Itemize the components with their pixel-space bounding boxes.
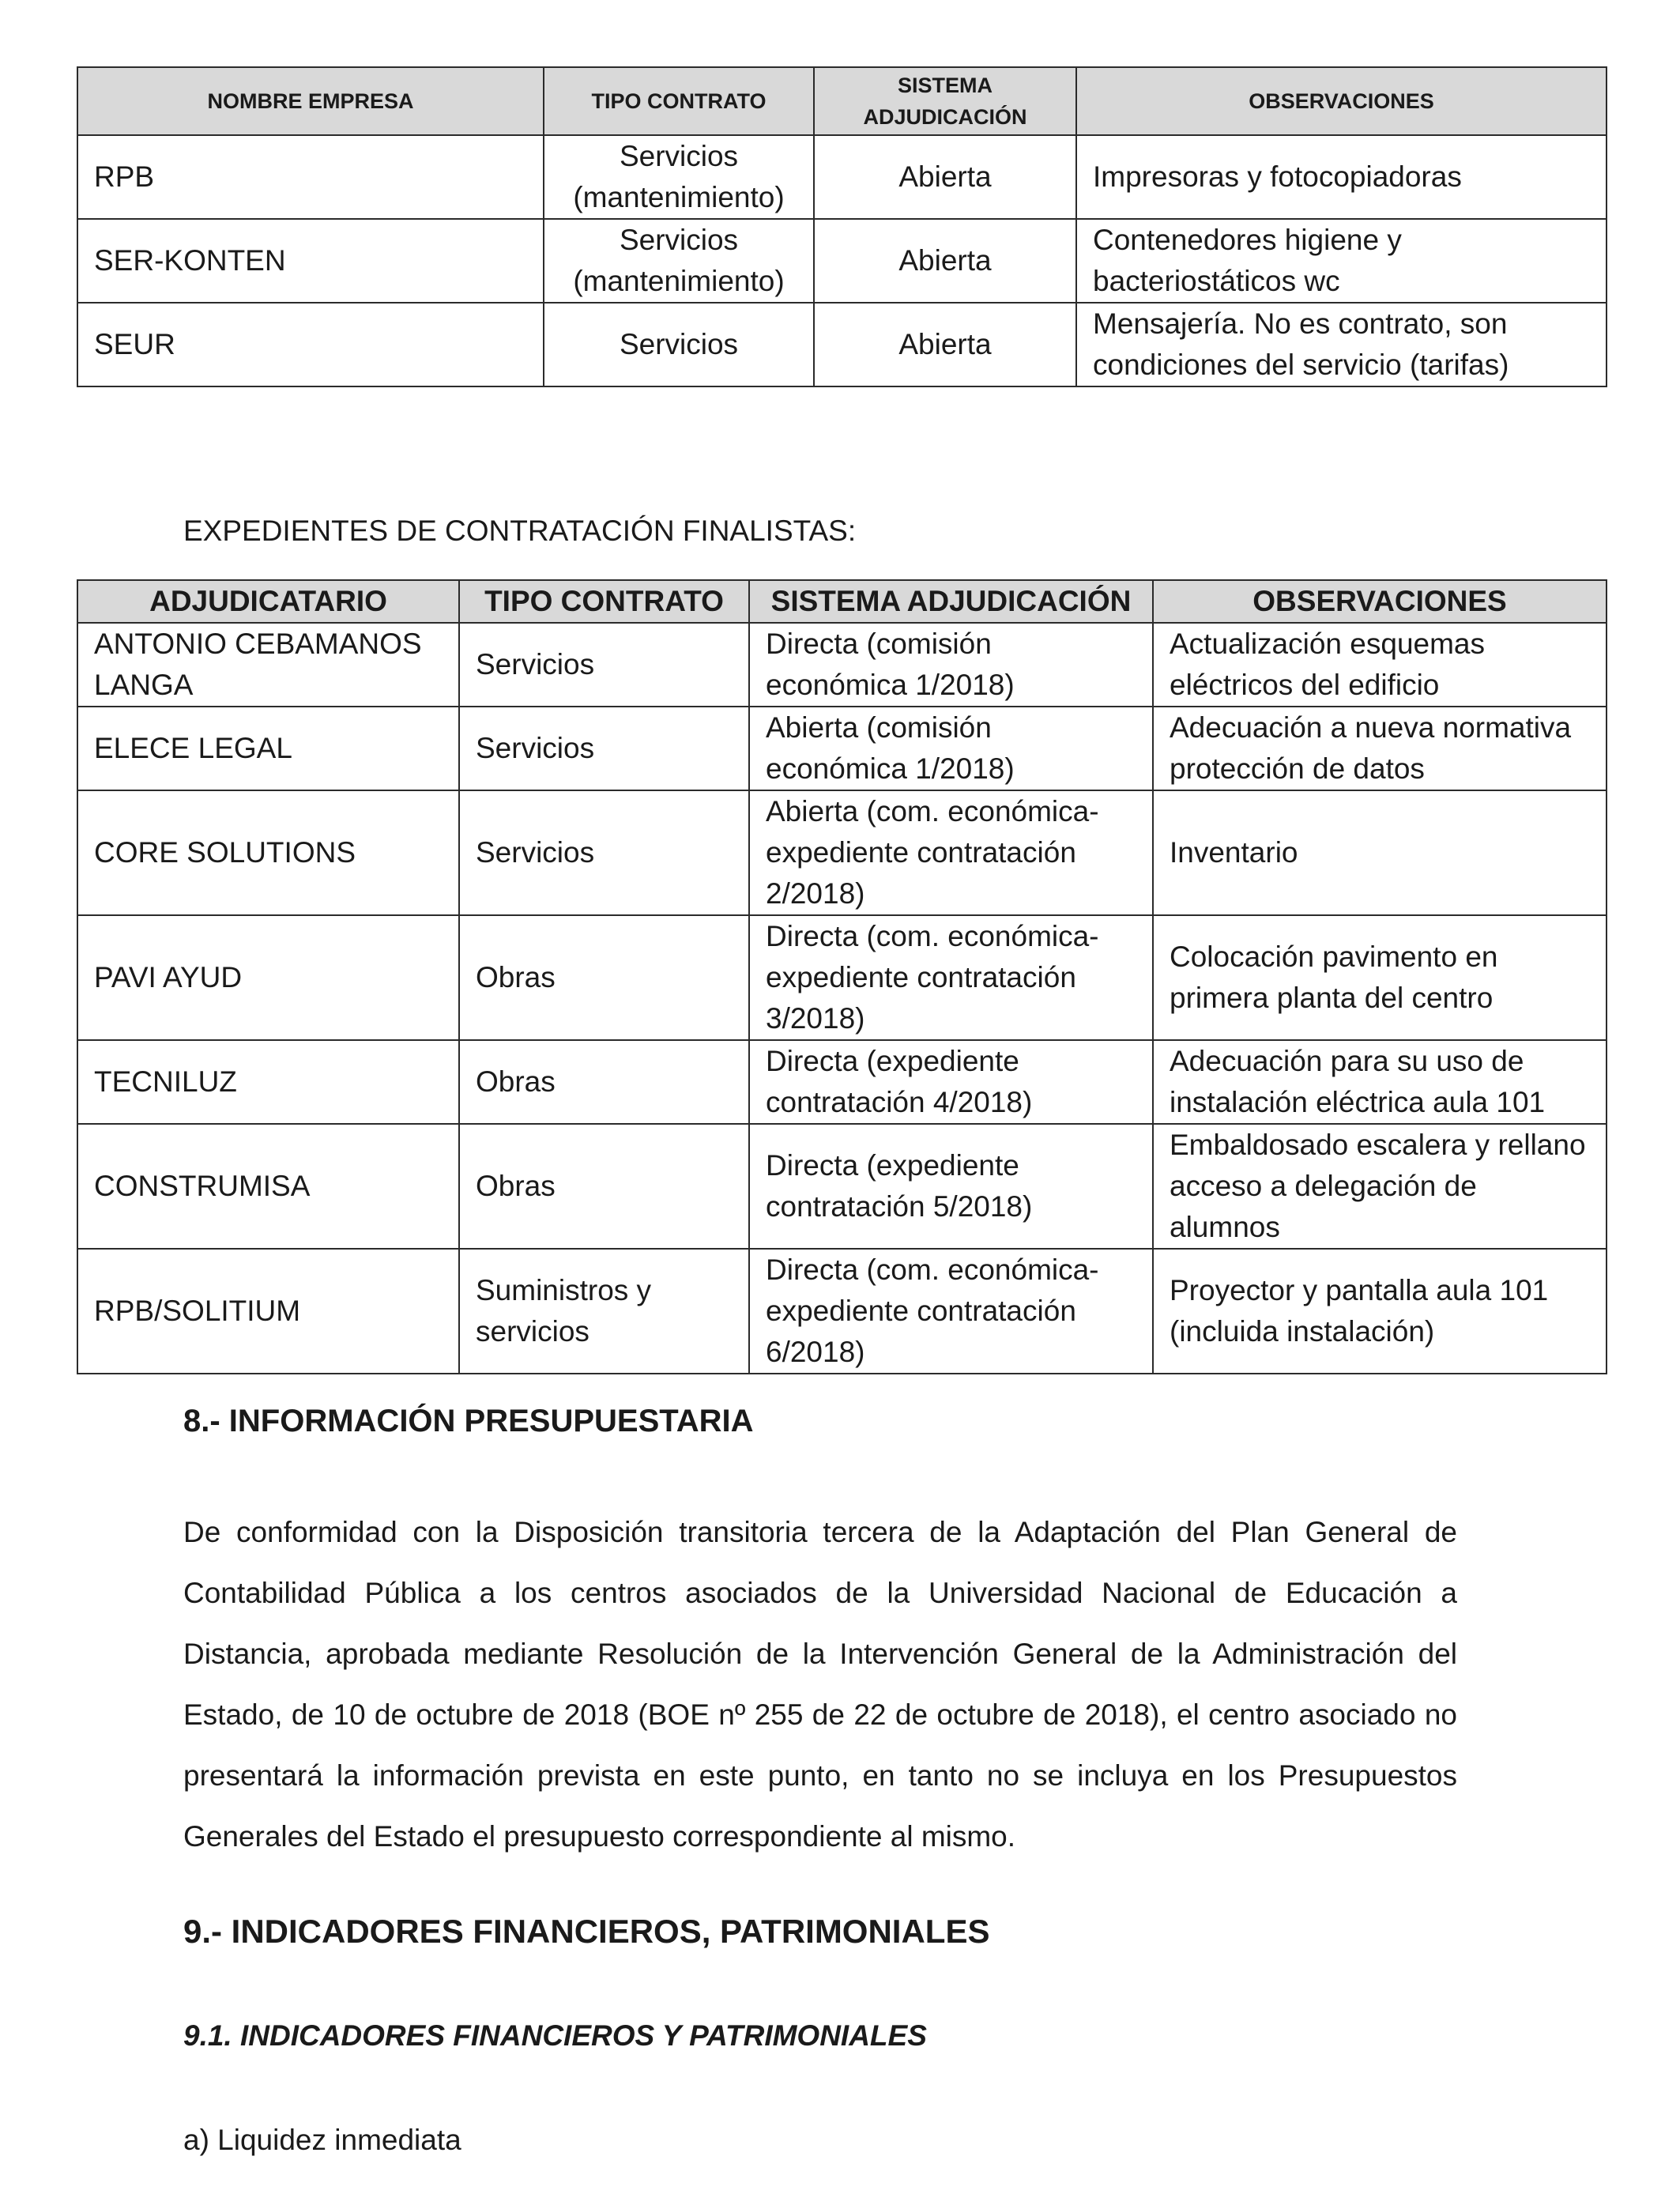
column-header-sistema-adjudicacion: SISTEMA ADJUDICACIÓN: [814, 67, 1076, 135]
table-cell: Obras: [459, 1040, 749, 1124]
table-cell: Adecuación para su uso de instalación eléctrica aula 101: [1153, 1040, 1607, 1124]
table-row: [77, 707, 1607, 790]
table-cell: SER-KONTEN: [77, 219, 544, 303]
table-cell: Servicios: [459, 623, 749, 707]
table-row: [77, 1040, 1607, 1124]
list-item-liquidez: a) Liquidez inmediata: [183, 2124, 461, 2156]
table-cell: Servicios (mantenimiento): [544, 219, 814, 303]
table-header-row: [77, 67, 1607, 135]
table-cell: Abierta (comisión económica 1/2018): [749, 707, 1153, 790]
table-cell: Directa (com. económica- expediente contratación 6/2018): [749, 1249, 1153, 1374]
table-cell: Directa (expediente contratación 5/2018): [749, 1124, 1153, 1249]
column-header-tipo-contrato: TIPO CONTRATO: [544, 67, 814, 135]
subsection-heading-9-1: 9.1. INDICADORES FINANCIEROS Y PATRIMONIALES: [183, 2019, 927, 2052]
table-row: [77, 790, 1607, 915]
table-cell: Obras: [459, 1124, 749, 1249]
table-row: [77, 915, 1607, 1040]
section-heading-8: 8.- INFORMACIÓN PRESUPUESTARIA: [183, 1404, 754, 1438]
section-8-paragraph: De conformidad con la Disposición transitoria tercera de la Adaptación del Plan General de Contabilidad Pública a los centros asociados de la Universidad Nacional de Educación a Distancia, aprobada mediante Resolución de la Intervención General de la Administración del Estado, de 10 de octubre de 2018 (BOE nº 255 de 22 de octubre de 2018), el centro asociado no presentará la información prevista en este punto, en tanto no se incluya en los Presupuestos Generales del Estado el presupuesto correspondiente al mismo.: [183, 1516, 1457, 1853]
table-cell: Abierta: [814, 135, 1076, 219]
table-cell: RPB: [77, 135, 544, 219]
table-cell: Inventario: [1153, 790, 1607, 915]
table-cell: Proyector y pantalla aula 101 (incluida instalación): [1153, 1249, 1607, 1374]
table-cell: Directa (expediente contratación 4/2018): [749, 1040, 1153, 1124]
contracts-table: [77, 66, 1607, 387]
table-header-row: [77, 580, 1607, 623]
column-header-tipo-contrato: TIPO CONTRATO: [459, 580, 749, 623]
table-cell: ELECE LEGAL: [77, 707, 459, 790]
table-row: [77, 623, 1607, 707]
table-cell: Adecuación a nueva normativa protección de datos: [1153, 707, 1607, 790]
table-row: [77, 135, 1607, 219]
table-cell: Abierta (com. económica- expediente contratación 2/2018): [749, 790, 1153, 915]
table-caption: EXPEDIENTES DE CONTRATACIÓN FINALISTAS:: [183, 515, 857, 547]
table-cell: TECNILUZ: [77, 1040, 459, 1124]
table-cell: Contenedores higiene y bacteriostáticos wc: [1076, 219, 1607, 303]
table-cell: PAVI AYUD: [77, 915, 459, 1040]
table-cell: Servicios: [544, 303, 814, 386]
table-cell: Embaldosado escalera y rellano acceso a delegación de alumnos: [1153, 1124, 1607, 1249]
table-cell: Abierta: [814, 303, 1076, 386]
section-heading-9: 9.- INDICADORES FINANCIEROS, PATRIMONIALES: [183, 1913, 990, 1950]
table-cell: Actualización esquemas eléctricos del edificio: [1153, 623, 1607, 707]
table-cell: CONSTRUMISA: [77, 1124, 459, 1249]
table-cell: Suministros y servicios: [459, 1249, 749, 1374]
table-cell: Servicios (mantenimiento): [544, 135, 814, 219]
column-header-observaciones: OBSERVACIONES: [1076, 67, 1607, 135]
table-row: [77, 1124, 1607, 1249]
table-cell: RPB/SOLITIUM: [77, 1249, 459, 1374]
table-cell: Directa (com. económica- expediente contratación 3/2018): [749, 915, 1153, 1040]
table-row: [77, 303, 1607, 386]
table-cell: Servicios: [459, 790, 749, 915]
table-row: [77, 219, 1607, 303]
table-cell: Impresoras y fotocopiadoras: [1076, 135, 1607, 219]
table-cell: CORE SOLUTIONS: [77, 790, 459, 915]
column-header-sistema-adjudicacion: SISTEMA ADJUDICACIÓN: [749, 580, 1153, 623]
column-header-observaciones: OBSERVACIONES: [1153, 580, 1607, 623]
table-cell: Obras: [459, 915, 749, 1040]
table-row: [77, 1249, 1607, 1374]
table-cell: Colocación pavimento en primera planta del centro: [1153, 915, 1607, 1040]
table-cell: Mensajería. No es contrato, son condiciones del servicio (tarifas): [1076, 303, 1607, 386]
column-header-empresa: NOMBRE EMPRESA: [77, 67, 544, 135]
table-cell: Servicios: [459, 707, 749, 790]
finalist-contracts-table: [77, 579, 1607, 1374]
table-cell: Directa (comisión económica 1/2018): [749, 623, 1153, 707]
column-header-adjudicatario: ADJUDICATARIO: [77, 580, 459, 623]
table-cell: SEUR: [77, 303, 544, 386]
table-cell: Abierta: [814, 219, 1076, 303]
table-cell: ANTONIO CEBAMANOS LANGA: [77, 623, 459, 707]
